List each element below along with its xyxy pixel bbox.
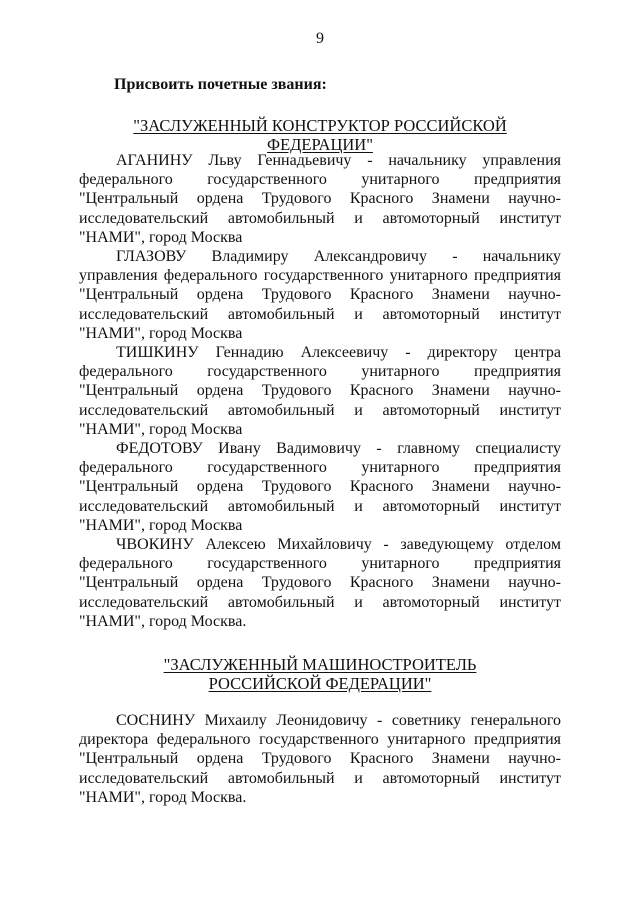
page-number: 9: [316, 30, 324, 47]
entry-line: "НАМИ", город Москва: [79, 228, 243, 246]
section-title-line: "ЗАСЛУЖЕННЫЙ МАШИНОСТРОИТЕЛЬ: [163, 655, 477, 674]
entry-line: федерального государственного унитарного предприятия: [79, 363, 561, 381]
decree-heading: Присвоить почетные звания:: [114, 76, 327, 93]
entry-line: "Центральный ордена Трудового Красного Знамени научно-: [79, 574, 561, 592]
award-entry: [79, 343, 561, 439]
entry-line: федерального государственного унитарного предприятия: [79, 459, 561, 477]
entry-line: исследовательский автомобильный и автомоторный институт: [79, 593, 561, 611]
entry-line: "Центральный ордена Трудового Красного Знамени научно-: [79, 286, 561, 304]
section-title-line: РОССИЙСКОЙ ФЕДЕРАЦИИ": [208, 674, 432, 693]
entry-line: "НАМИ", город Москва: [79, 420, 243, 438]
entry-line: исследовательский автомобильный и автомоторный институт: [79, 769, 561, 787]
entry-line: управления федерального государственного унитарного предприятия: [79, 267, 561, 285]
entry-line: "НАМИ", город Москва.: [79, 612, 247, 630]
entry-line: АГАНИНУ Льву Геннадьевичу - начальнику управления: [116, 152, 561, 169]
entry-line: исследовательский автомобильный и автомоторный институт: [79, 497, 561, 515]
entry-line: "НАМИ", город Москва: [79, 516, 243, 534]
entry-line: федерального государственного унитарного предприятия: [79, 555, 561, 573]
entry-line: "НАМИ", город Москва.: [79, 788, 247, 806]
award-entry: [79, 151, 561, 247]
entry-line: "Центральный ордена Трудового Красного Знамени научно-: [79, 382, 561, 400]
award-entry: [79, 439, 561, 535]
entry-line: "Центральный ордена Трудового Красного Знамени научно-: [79, 750, 561, 768]
award-entry: [79, 535, 561, 631]
section-title-honored-machine-builder: [79, 655, 561, 693]
award-entry: [79, 247, 561, 343]
entry-line: ТИШКИНУ Геннадию Алексеевичу - директору центра: [116, 344, 561, 361]
entry-line: ЧВОКИНУ Алексею Михайловичу - заведующему отделом: [116, 536, 561, 553]
entry-line: СОСНИНУ Михаилу Леонидовичу - советнику генерального: [116, 712, 561, 729]
section-title-line: "ЗАСЛУЖЕННЫЙ КОНСТРУКТОР РОССИЙСКОЙ ФЕДЕРАЦИИ": [133, 116, 507, 154]
award-entry: [79, 711, 561, 807]
entry-line: ФЕДОТОВУ Ивану Вадимовичу - главному специалисту: [116, 440, 561, 457]
entry-line: директора федерального государственного унитарного предприятия: [79, 731, 561, 749]
entry-line: исследовательский автомобильный и автомоторный институт: [79, 401, 561, 419]
entry-line: "Центральный ордена Трудового Красного Знамени научно-: [79, 190, 561, 208]
entry-line: исследовательский автомобильный и автомоторный институт: [79, 305, 561, 323]
entry-line: "Центральный ордена Трудового Красного Знамени научно-: [79, 478, 561, 496]
entry-line: исследовательский автомобильный и автомоторный институт: [79, 209, 561, 227]
section-title-honored-designer: [79, 116, 561, 154]
entry-line: "НАМИ", город Москва: [79, 324, 243, 342]
entry-line: федерального государственного унитарного предприятия: [79, 171, 561, 189]
entry-line: ГЛАЗОВУ Владимиру Александровичу - начальнику: [116, 248, 561, 265]
